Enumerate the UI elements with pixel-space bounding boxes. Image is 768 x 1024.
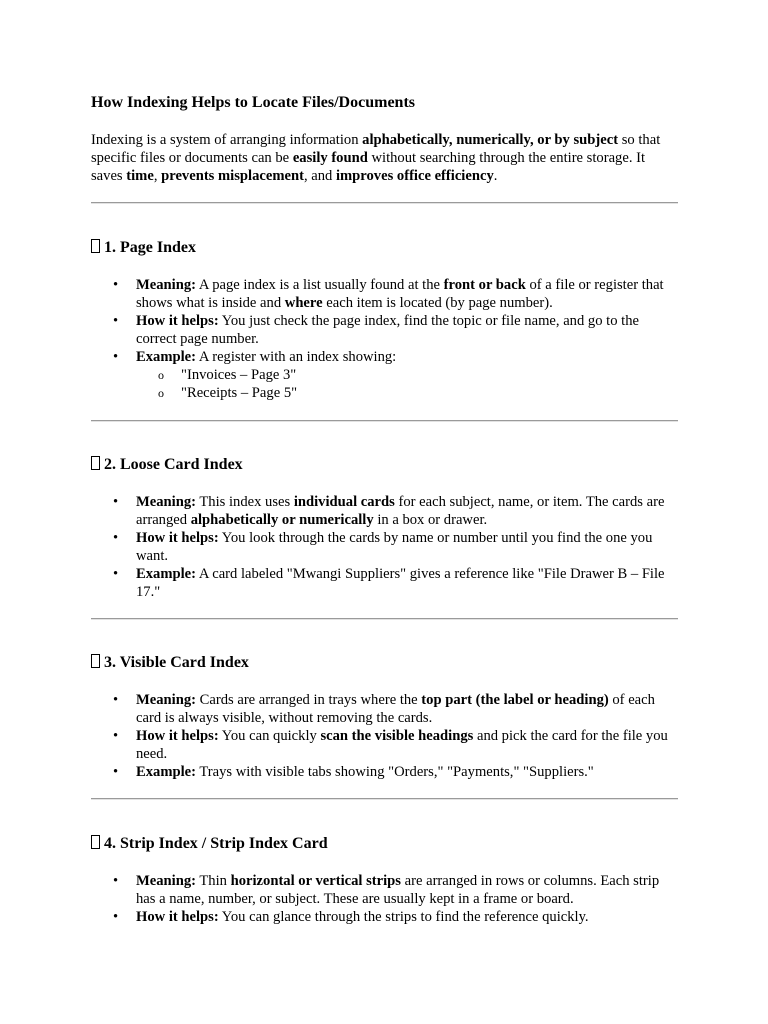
list-item-example [91, 348, 678, 402]
bullet-list-strip-index [91, 872, 678, 926]
item-label: Example: [136, 349, 196, 365]
bullet-list-page-index [91, 276, 678, 402]
item-text: and pick the card for the file you need. [136, 728, 668, 762]
item-text: A register with an index showing: [196, 349, 397, 365]
list-item-how-it-helps [91, 908, 678, 926]
missing-glyph-icon [91, 239, 100, 253]
sub-list-item: o "Invoices – Page 3" [136, 366, 678, 384]
item-text: of a file or register that shows what is inside and [136, 277, 664, 311]
item-bold: top part (the label or heading) [421, 692, 609, 708]
item-bold: horizontal or vertical strips [230, 873, 401, 889]
intro-paragraph [91, 131, 678, 185]
intro-bold: alphabetically, numerically, or by subject [362, 132, 619, 148]
item-text: for each subject, name, or item. The cards are arranged [136, 494, 665, 528]
item-text: A card labeled "Mwangi Suppliers" gives a reference like "File Drawer B – File 17." [136, 566, 665, 600]
item-label: Example: [136, 566, 196, 582]
intro-bold: time [126, 168, 154, 184]
item-bold: where [284, 295, 323, 311]
missing-glyph-icon [91, 835, 100, 849]
divider [91, 618, 678, 620]
item-bold: individual cards [293, 494, 395, 510]
section-heading-text: 4. Strip Index / Strip Index Card [104, 835, 328, 852]
list-item-meaning [91, 691, 678, 727]
item-text: each item is located (by page number). [322, 295, 553, 311]
intro-bold: improves office efficiency [335, 168, 494, 184]
item-label: Meaning: [136, 692, 196, 708]
section-heading-visible-card-index [91, 653, 249, 673]
list-item-how-it-helps [91, 529, 678, 565]
list-item-meaning [91, 276, 678, 312]
item-label: How it helps: [136, 530, 219, 546]
item-text: You can quickly [218, 728, 321, 744]
intro-text: Indexing is a system of arranging information [91, 132, 363, 148]
list-item-example [91, 763, 678, 781]
item-bold: scan the visible headings [320, 728, 474, 744]
item-text: You can glance through the strips to find the reference quickly. [218, 909, 589, 925]
item-label: Example: [136, 764, 196, 780]
intro-text: without searching through the entire storage. It saves [91, 150, 646, 184]
item-text: of each card is always visible, without removing the cards. [136, 692, 655, 726]
bullet-list-loose-card-index [91, 493, 678, 601]
list-item-meaning [91, 493, 678, 529]
divider [91, 798, 678, 800]
section-heading-page-index [91, 238, 196, 258]
section-heading-loose-card-index [91, 455, 243, 475]
item-bold: alphabetically or numerically [190, 512, 374, 528]
item-label: Meaning: [136, 277, 196, 293]
item-text: A page index is a list usually found at the [196, 277, 444, 293]
intro-text: , [153, 168, 162, 184]
missing-glyph-icon [91, 654, 100, 668]
section-heading-text: 3. Visible Card Index [104, 654, 249, 671]
sub-list [136, 366, 678, 402]
item-label: How it helps: [136, 909, 219, 925]
divider [91, 202, 678, 204]
intro-text: , and [303, 168, 336, 184]
list-item-example [91, 565, 678, 601]
item-label: How it helps: [136, 313, 219, 329]
sub-list-item: o "Receipts – Page 5" [136, 384, 678, 402]
item-label: Meaning: [136, 873, 196, 889]
intro-text: so that specific files or documents can be [91, 132, 661, 166]
list-item-how-it-helps [91, 312, 678, 348]
item-label: Meaning: [136, 494, 196, 510]
item-text: Cards are arranged in trays where the [196, 692, 422, 708]
intro-bold: easily found [292, 150, 368, 166]
list-item-how-it-helps [91, 727, 678, 763]
bullet-list-visible-card-index [91, 691, 678, 781]
list-item-meaning [91, 872, 678, 908]
section-heading-strip-index [91, 834, 328, 854]
section-heading-text: 2. Loose Card Index [104, 456, 243, 473]
page-title: How Indexing Helps to Locate Files/Documents [91, 94, 415, 111]
intro-bold: prevents misplacement [161, 168, 304, 184]
intro-text: . [493, 168, 498, 184]
item-text: This index uses [196, 494, 294, 510]
item-text: Trays with visible tabs showing "Orders," "Payments," "Suppliers." [196, 764, 594, 780]
item-label: How it helps: [136, 728, 219, 744]
divider [91, 420, 678, 422]
item-text: You look through the cards by name or number until you find the one you want. [136, 530, 653, 564]
missing-glyph-icon [91, 456, 100, 470]
item-bold: front or back [443, 277, 526, 293]
item-text: in a box or drawer. [373, 512, 488, 528]
section-heading-text: 1. Page Index [104, 239, 196, 256]
item-text: are arranged in rows or columns. Each strip has a name, number, or subject. These are usually kept in a frame or board. [136, 873, 660, 907]
item-text: Thin [196, 873, 231, 889]
item-text: You just check the page index, find the topic or file name, and go to the correct page number. [136, 313, 639, 347]
